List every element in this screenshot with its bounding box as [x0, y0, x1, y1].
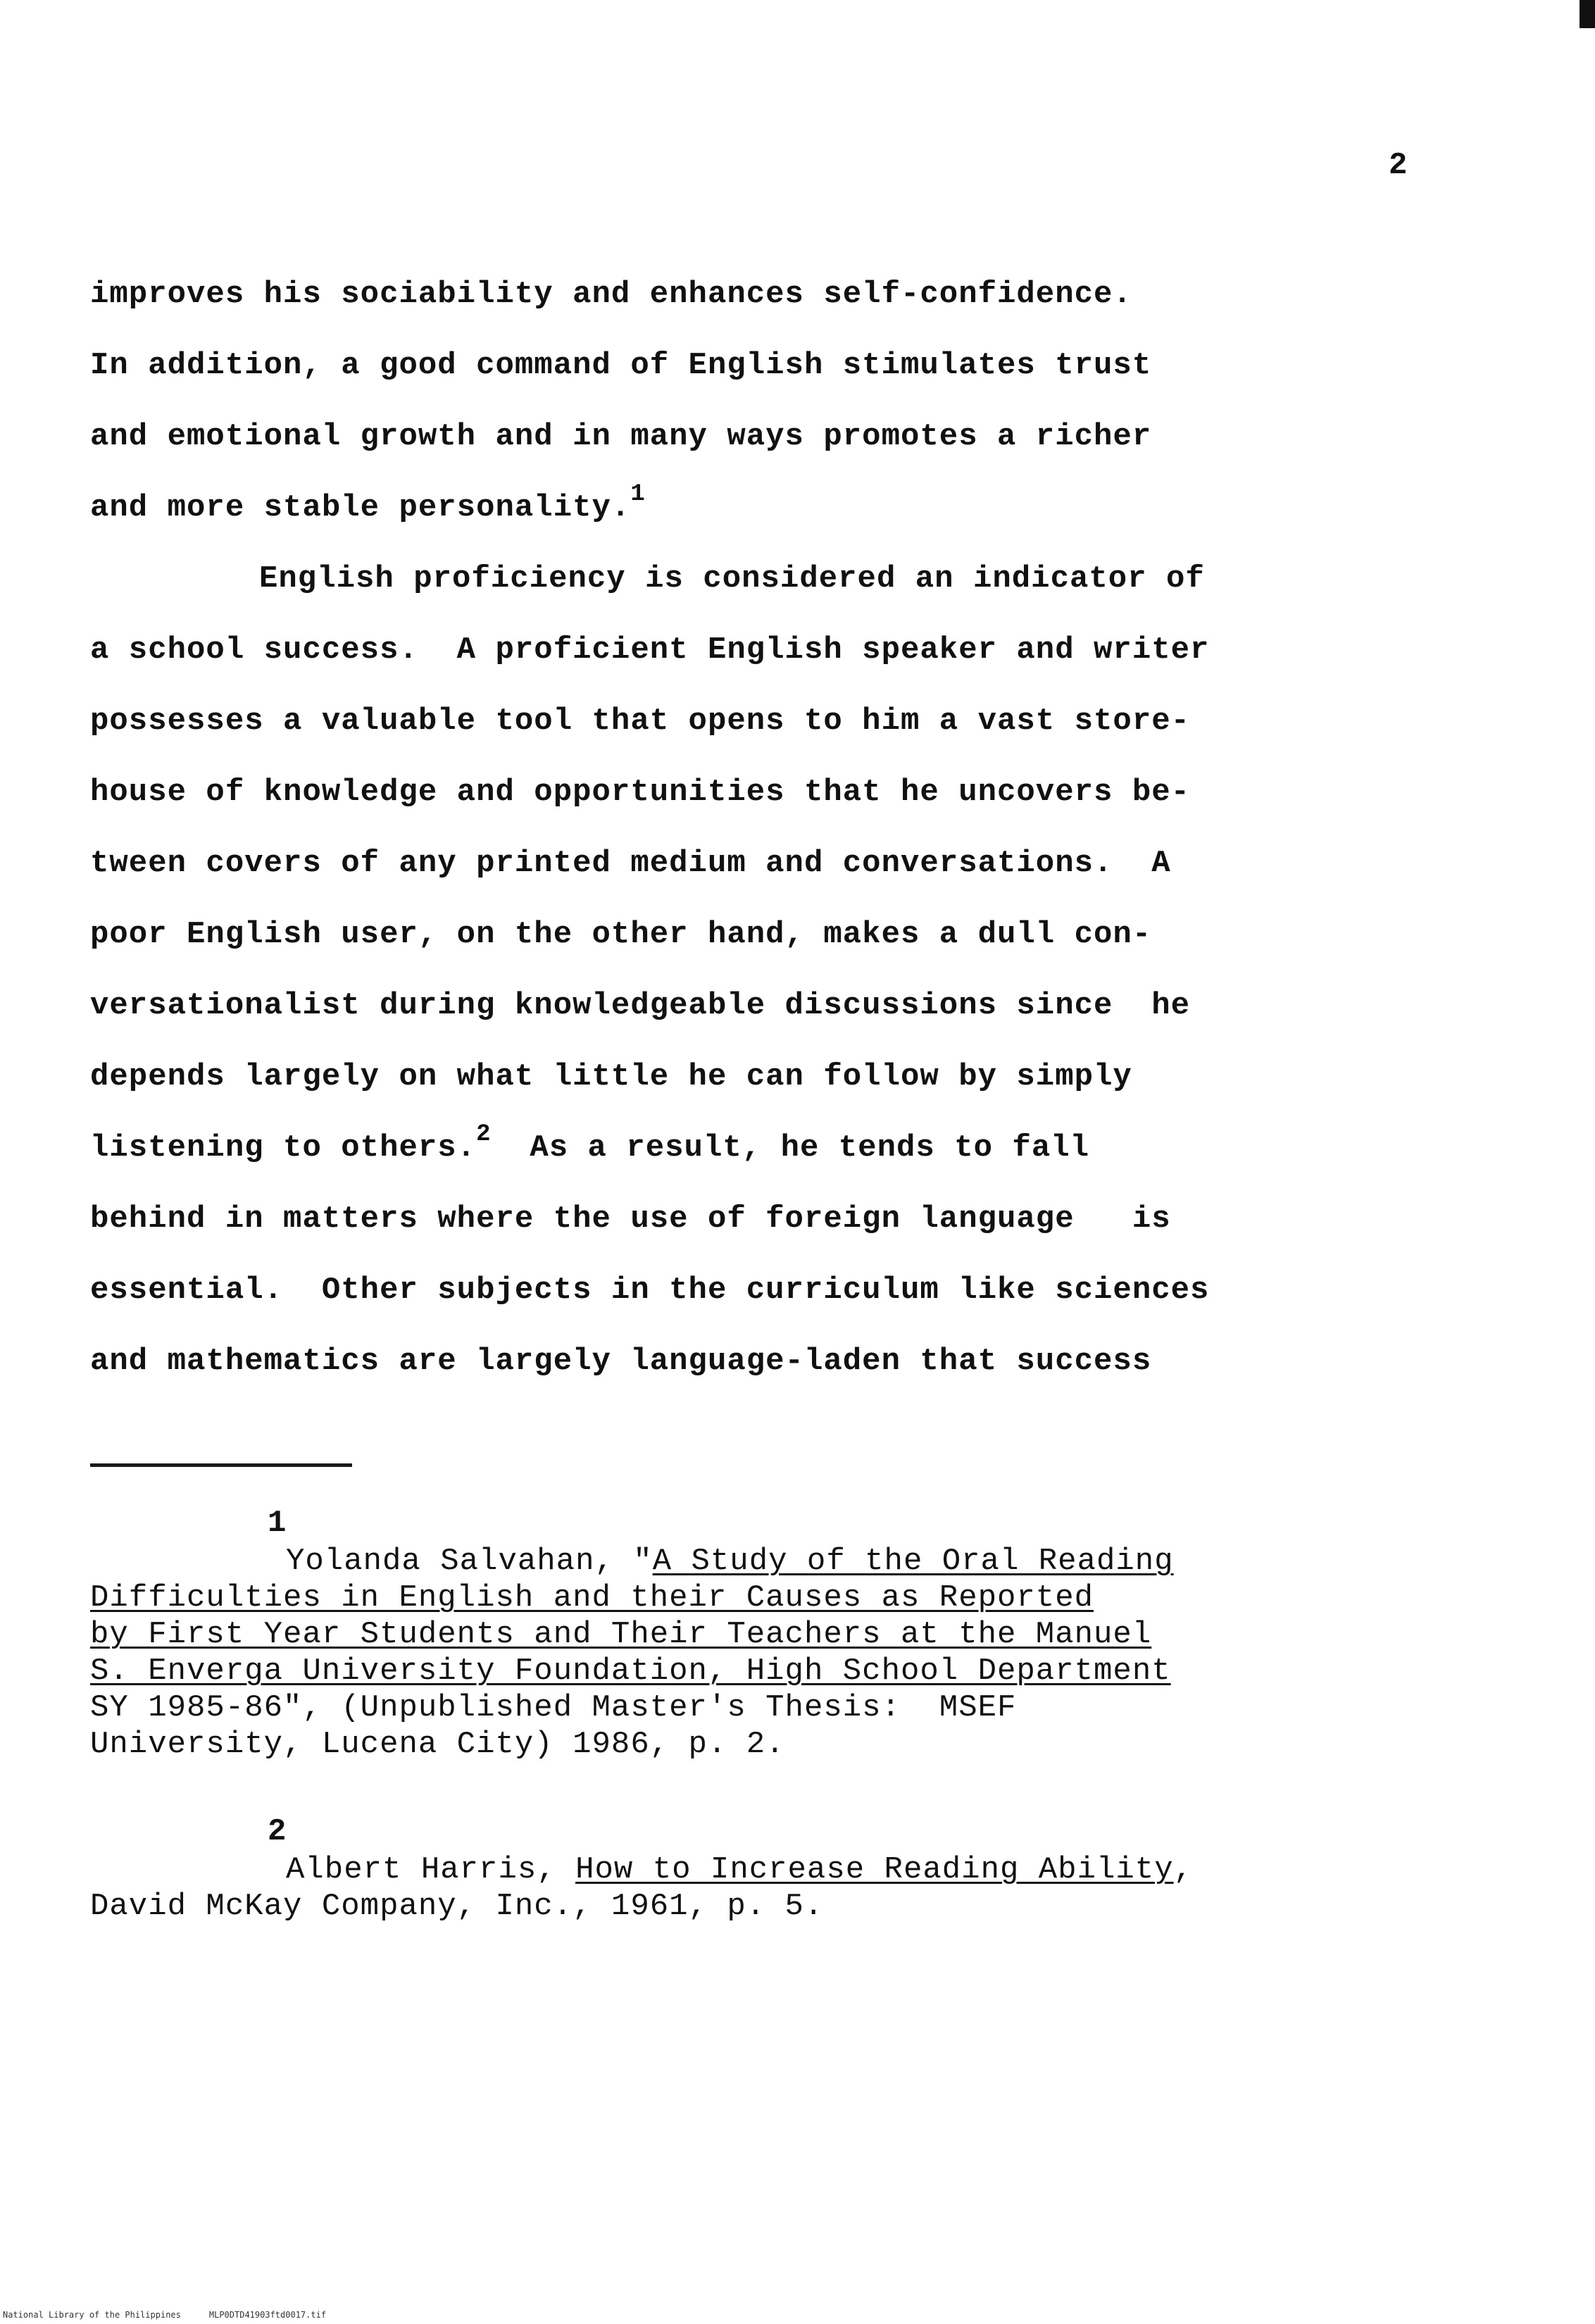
footnote-title: A Study of the Oral Reading: [652, 1544, 1174, 1579]
body-line: versationalist during knowledgeable discussions since he: [90, 988, 1191, 1023]
body-line: [90, 1121, 1358, 1198]
body-line: behind in matters where the use of foreign language is: [90, 1201, 1171, 1237]
body-line: depends largely on what little he can follow by simply: [90, 1059, 1132, 1094]
body-line-text: As a result, he tends to fall: [530, 1130, 1090, 1166]
scan-caption-source: National Library of the Philippines: [3, 2310, 181, 2320]
footnote-line: [90, 1653, 1372, 1689]
footnote-title: Difficulties in English and their Causes as Reported: [90, 1580, 1094, 1616]
footnote-line: [90, 1616, 1372, 1653]
body-line: improves his sociability and enhances self-confidence.: [90, 277, 1132, 312]
footnote-line: University, Lucena City) 1986, p. 2.: [90, 1727, 785, 1762]
footnote-title-suffix: ,: [1173, 1852, 1194, 1887]
footnote-line: [90, 1851, 1372, 1888]
footnotes: [90, 1504, 1372, 1925]
body-line: a school success. A proficient English speaker and writer: [90, 632, 1210, 668]
body-text: [90, 273, 1358, 1411]
body-line: possesses a valuable tool that opens to him a vast store-: [90, 704, 1191, 739]
body-line: and emotional growth and in many ways promotes a richer: [90, 419, 1152, 454]
footnote-number: 1: [268, 1506, 287, 1541]
body-line-text: and more stable personality.: [90, 490, 631, 525]
body-line: poor English user, on the other hand, makes a dull con-: [90, 917, 1152, 952]
body-line-text: listening to others.: [90, 1130, 477, 1166]
footnote-divider: [90, 1463, 352, 1467]
body-line: tween covers of any printed medium and conversations. A: [90, 846, 1171, 881]
body-line: [90, 481, 1358, 558]
body-line: In addition, a good command of English stimulates trust: [90, 348, 1152, 383]
footnote-line: [90, 1580, 1372, 1616]
scan-edge-mark: [1580, 0, 1595, 28]
scan-caption: [3, 2310, 354, 2320]
body-line: English proficiency is considered an indicator of: [259, 561, 1205, 596]
footnote-line: SY 1985-86", (Unpublished Master's Thesis: MSEF: [90, 1690, 1017, 1725]
footnote-title: S. Enverga University Foundation, High School Department: [90, 1654, 1171, 1689]
footnote-title: by First Year Students and Their Teachers at the Manuel: [90, 1617, 1152, 1652]
footnote-title: How to Increase Reading Ability: [575, 1852, 1174, 1887]
footnote-ref-1: 1: [630, 481, 646, 508]
scan-caption-file: MLP0DTD41903ftd0017.tif: [208, 2310, 327, 2320]
page-number: 2: [1389, 148, 1408, 183]
footnote-number: 2: [268, 1814, 287, 1849]
footnote-line: [90, 1543, 1372, 1580]
body-line: essential. Other subjects in the curriculum like sciences: [90, 1273, 1210, 1308]
footnote-ref-2: 2: [476, 1121, 492, 1148]
body-line: and mathematics are largely language-laden that success: [90, 1344, 1152, 1379]
footnote-author: Albert Harris,: [286, 1852, 576, 1887]
body-line: house of knowledge and opportunities that he uncovers be-: [90, 775, 1191, 810]
footnote-line: David McKay Company, Inc., 1961, p. 5.: [90, 1889, 824, 1924]
footnote-author: Yolanda Salvahan, ": [286, 1544, 653, 1579]
